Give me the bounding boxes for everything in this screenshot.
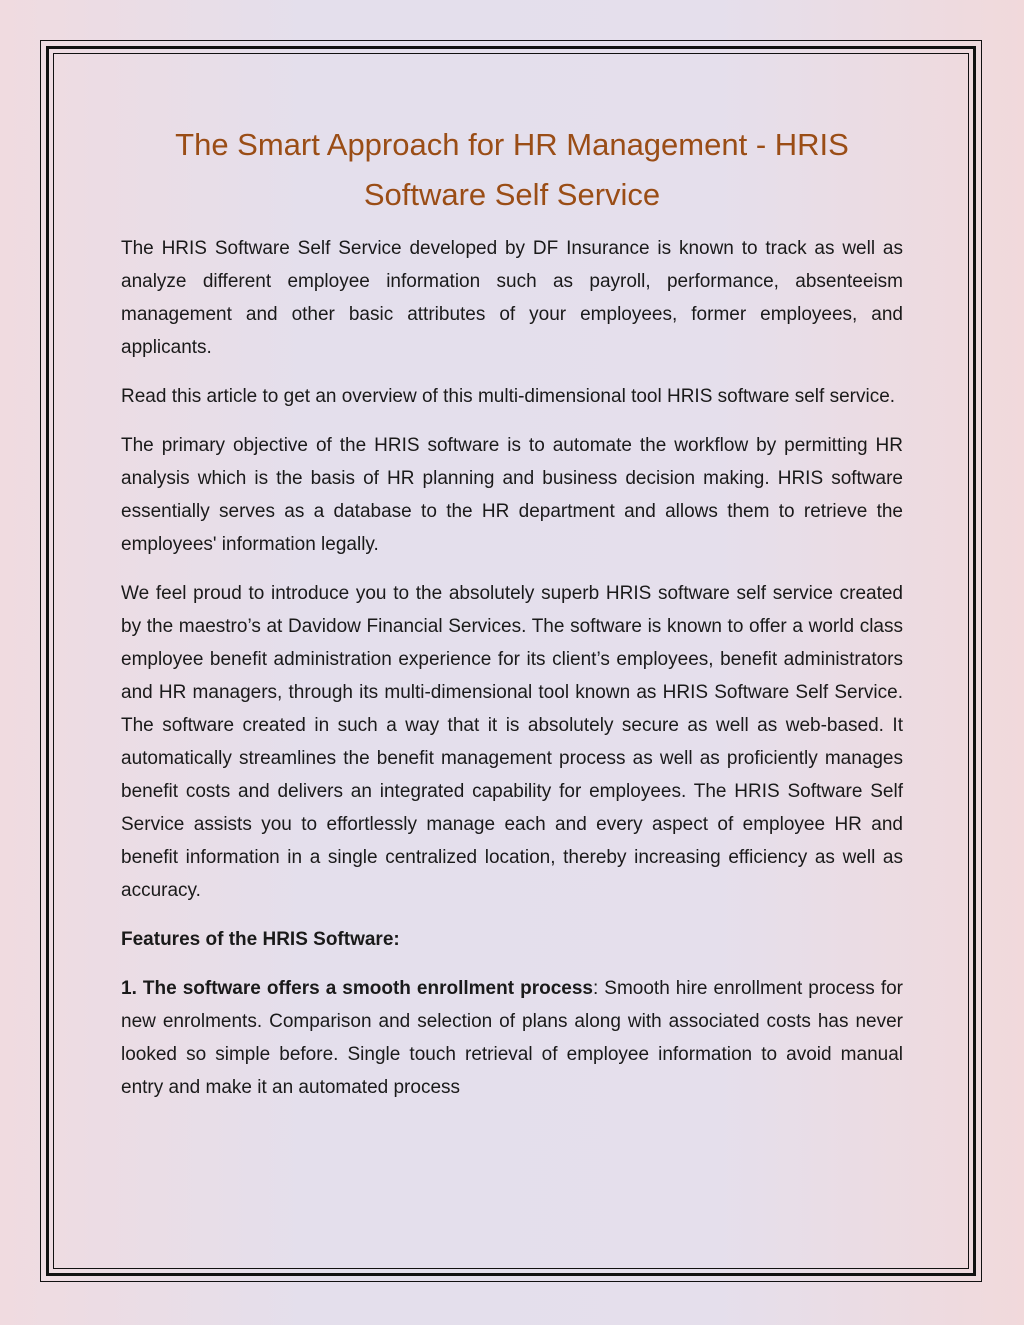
document-title: [121, 120, 903, 220]
feature-1-text: : Smooth hire enrollment process for new enrolments. Comparison and selection of plans along with associated costs has never looked so simple before. Single touch retrieval of employee information to avoid manual entry and make it an automated process: [121, 978, 903, 1098]
title-line-1: The Smart Approach for HR Management - HRIS: [175, 127, 849, 162]
feature-item-1: [121, 972, 903, 1104]
features-heading: Features of the HRIS Software:: [121, 929, 400, 950]
feature-1-lead: 1. The software offers a smooth enrollment process: [121, 978, 593, 999]
paragraph-intro: The HRIS Software Self Service developed by DF Insurance is known to track as well as analyze different employee information such as payroll, performance, absenteeism management and other basic attributes of your employees, former employees, and applicants.: [121, 238, 903, 358]
paragraph-introduction-service: We feel proud to introduce you to the absolutely superb HRIS software self service created by the maestro’s at Davidow Financial Services. The software is known to offer a world class employee benefit administration experience for its client’s employees, benefit administrators and HR managers, through its multi-dimensional tool known as HRIS Software Self Service. The software created in such a way that it is absolutely secure as well as web-based. It automatically streamlines the benefit management process as well as proficiently manages benefit costs and delivers an integrated capability for employees. The HRIS Software Self Service assists you to effortlessly manage each and every aspect of employee HR and benefit information in a single centralized location, thereby increasing efficiency as well as accuracy.: [121, 583, 903, 901]
paragraph-overview: Read this article to get an overview of this multi-dimensional tool HRIS software self service.: [121, 386, 896, 407]
document-body: [121, 120, 903, 1120]
title-line-2: Software Self Service: [363, 177, 661, 212]
paragraph-objective: The primary objective of the HRIS software is to automate the workflow by permitting HR analysis which is the basis of HR planning and business decision making. HRIS software essentially serves as a database to the HR department and allows them to retrieve the employees' information legally.: [121, 435, 903, 555]
